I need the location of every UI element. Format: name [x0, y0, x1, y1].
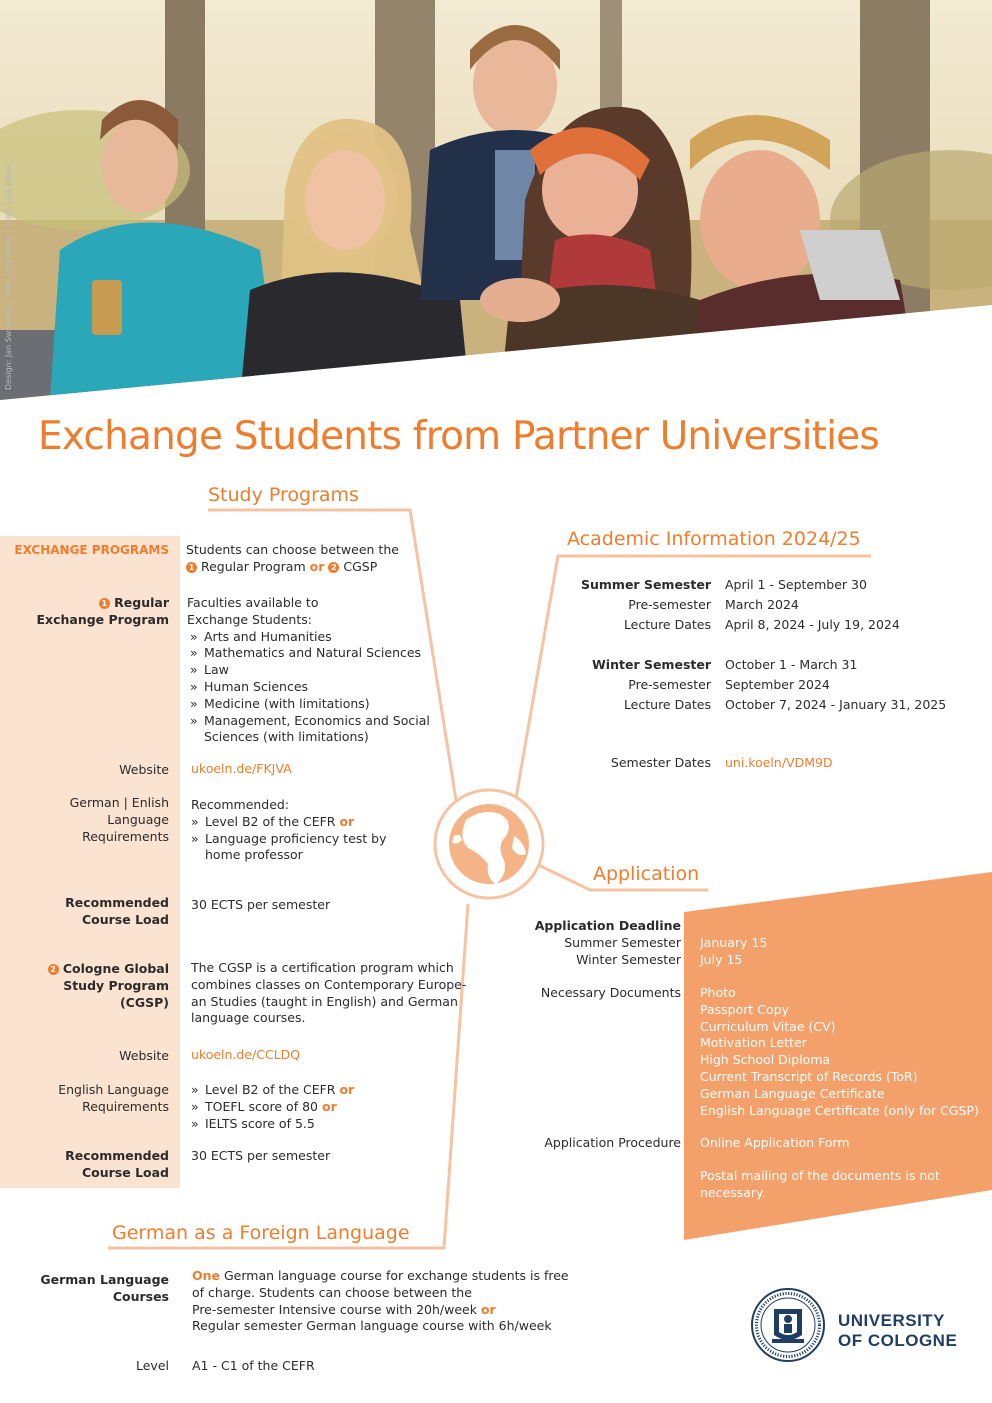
regular-load-label — [65, 895, 169, 929]
list-item: » Management, Economics and Social — [190, 713, 430, 730]
one-word: One — [192, 1268, 221, 1283]
courses-line2: of charge. Students can choose between the — [192, 1284, 472, 1300]
regular-language-reqs — [191, 797, 387, 864]
req-text: Level B2 of the CEFR — [205, 813, 336, 829]
list-item: » Arts and Humanities — [190, 629, 430, 646]
cgsp-language-label — [58, 1082, 169, 1116]
list-item: » Language proficiency test by — [191, 831, 387, 848]
list-item: » Medicine (with limitations) — [190, 696, 430, 713]
courses-line1: German language course for exchange students is free — [224, 1268, 569, 1283]
level-label: Level — [136, 1358, 169, 1373]
academic-values-summer — [725, 575, 900, 635]
desc-line: The CGSP is a certification program which — [191, 960, 454, 975]
pre-semester-value: September 2024 — [725, 677, 830, 692]
winter-deadline-value: July 15 — [700, 951, 743, 967]
application-deadline-values — [700, 935, 767, 969]
academic-labels-winter — [592, 655, 711, 715]
exchange-programs-text — [186, 542, 399, 576]
page-title: Exchange Students from Partner Universities — [38, 414, 879, 459]
cgsp-label-line2: Study Program — [63, 977, 169, 993]
list-item-continuation: home professor — [205, 847, 303, 863]
load-label-line2: Course Load — [81, 911, 169, 927]
faculties-list — [190, 629, 430, 730]
number-badge-1: 1 — [186, 562, 197, 573]
load-label-line2: Course Load — [81, 1164, 169, 1180]
winter-semester-label: Winter Semester — [576, 951, 681, 967]
desc-line: an Studies (taught in English) and German — [191, 993, 458, 1009]
list-item: » IELTS score of 5.5 — [191, 1116, 354, 1133]
german-courses-text — [192, 1268, 569, 1335]
regular-label-line2: Exchange Program — [36, 611, 169, 627]
list-item — [191, 814, 387, 831]
lang-label-line3: Requirements — [82, 828, 169, 844]
language-req-list — [191, 814, 387, 848]
academic-labels-summer — [581, 575, 711, 635]
list-item: English Language Certificate (only for CGSP) — [700, 1102, 979, 1118]
cgsp-website-label: Website — [119, 1048, 169, 1063]
desc-line: language courses. — [191, 1010, 306, 1026]
academic-values-winter — [725, 655, 946, 715]
exchange-programs-label: EXCHANGE PROGRAMS — [14, 543, 169, 557]
study-programs-heading: Study Programs — [208, 484, 359, 506]
lang-label-line2: Requirements — [82, 1098, 169, 1114]
lecture-dates-value: April 8, 2024 - July 19, 2024 — [725, 617, 900, 632]
recommended-text: Recommended: — [191, 797, 290, 812]
german-heading: German as a Foreign Language — [112, 1222, 410, 1244]
cgsp-load-value: 30 ECTS per semester — [191, 1148, 331, 1163]
winter-semester-value: October 1 - March 31 — [725, 657, 858, 672]
lang-label-line1: English Language — [58, 1082, 169, 1097]
regular-website-label: Website — [119, 762, 169, 777]
lang-label-line2: Language — [107, 811, 169, 827]
cgsp-label-line1: Cologne Global — [62, 961, 169, 976]
courses-label-line1: German Language — [40, 1272, 169, 1287]
documents-label: Necessary Documents — [540, 985, 681, 1000]
university-name-line1: UNIVERSITY — [838, 1311, 946, 1330]
procedure-label: Application Procedure — [544, 1135, 681, 1150]
regular-label-line1: Regular — [114, 595, 169, 610]
lang-label-line1: German | Enlish — [69, 795, 169, 810]
exchange-programs-line1: Students can choose between the — [186, 542, 399, 557]
pre-semester-label: Pre-semester — [628, 677, 711, 692]
lecture-dates-label: Lecture Dates — [623, 697, 711, 712]
cgsp-load-label — [65, 1148, 169, 1182]
academic-info-heading: Academic Information 2024/25 — [567, 528, 861, 550]
note-line1: Postal mailing of the documents is not — [700, 1168, 940, 1183]
or-word: or — [339, 813, 355, 829]
req-text: TOEFL score of 80 — [205, 1098, 318, 1114]
university-name — [838, 1311, 957, 1351]
regular-language-label — [70, 795, 169, 845]
option-cgsp: CGSP — [343, 558, 378, 574]
list-item: Photo — [700, 985, 736, 1000]
cgsp-language-reqs — [191, 1082, 354, 1132]
application-labels-deadline — [535, 918, 681, 968]
language-req-list — [191, 1082, 354, 1132]
option-regular: Regular Program — [200, 558, 306, 574]
deadline-label: Application Deadline — [534, 918, 681, 933]
cgsp-website-link[interactable]: ukoeln.de/CCLDQ — [191, 1047, 301, 1062]
list-item — [191, 1099, 354, 1116]
faculties-block — [187, 595, 430, 746]
note-line2: necessary. — [700, 1184, 766, 1200]
german-courses-label — [40, 1272, 169, 1306]
list-item: Motivation Letter — [700, 1035, 807, 1051]
summer-semester-label: Summer Semester — [564, 934, 681, 950]
number-badge-1: 1 — [99, 598, 110, 609]
courses-label-line2: Courses — [112, 1288, 169, 1304]
cgsp-label — [48, 961, 169, 1011]
university-name-line2: OF COLOGNE — [838, 1331, 958, 1350]
globe-icon — [435, 790, 543, 898]
cgsp-description — [191, 960, 466, 1027]
list-item: Current Transcript of Records (ToR) — [700, 1068, 918, 1084]
lecture-dates-value: October 7, 2024 - January 31, 2025 — [725, 697, 947, 712]
desc-line: combines classes on Contemporary Europe- — [191, 976, 467, 992]
courses-line3: Pre-semester Intensive course with 20h/week — [192, 1301, 477, 1317]
list-item: Curriculum Vitae (CV) — [700, 1018, 836, 1034]
university-seal — [750, 1287, 826, 1363]
lecture-dates-label: Lecture Dates — [623, 617, 711, 632]
list-item-continuation: Sciences (with limitations) — [204, 729, 369, 745]
summer-semester-value: April 1 - September 30 — [725, 577, 867, 592]
regular-program-label — [36, 595, 169, 629]
documents-list — [700, 985, 979, 1119]
faculties-intro-1: Faculties available to — [187, 595, 319, 610]
photo-credit: Design: Jan Swoboda | Titel: Lisa Beller | Foto: Lisa Beller — [4, 162, 13, 390]
regular-website-link[interactable]: ukoeln.de/FKJVA — [191, 761, 292, 776]
number-badge-2: 2 — [328, 562, 339, 573]
list-item: » Human Sciences — [190, 679, 430, 696]
semester-dates-link[interactable]: uni.koeln/VDM9D — [725, 755, 833, 770]
or-word: or — [321, 1098, 337, 1114]
procedure-value[interactable]: Online Application Form — [700, 1135, 850, 1150]
application-heading: Application — [593, 863, 700, 885]
or-word: or — [480, 1301, 496, 1317]
level-value: A1 - C1 of the CEFR — [192, 1358, 315, 1373]
or-word: or — [309, 558, 325, 574]
list-item: » Mathematics and Natural Sciences — [190, 645, 430, 662]
number-badge-2: 2 — [48, 964, 59, 975]
list-item: » Law — [190, 662, 430, 679]
pre-semester-value: March 2024 — [725, 597, 799, 612]
or-word: or — [339, 1082, 355, 1097]
req-text: Level B2 of the CEFR — [205, 1082, 336, 1097]
summer-semester-label: Summer Semester — [581, 577, 711, 592]
cgsp-label-line3: (CGSP) — [119, 994, 169, 1010]
pre-semester-label: Pre-semester — [628, 597, 711, 612]
list-item — [191, 1082, 354, 1099]
winter-semester-label: Winter Semester — [592, 657, 711, 672]
summer-deadline-value: January 15 — [700, 935, 768, 950]
load-label-line1: Recommended — [65, 1148, 169, 1163]
faculties-intro-2: Exchange Students: — [187, 611, 312, 627]
list-item: High School Diploma — [700, 1052, 831, 1068]
semester-dates-label: Semester Dates — [610, 755, 711, 770]
courses-line4: Regular semester German language course with 6h/week — [192, 1318, 552, 1334]
list-item: Passport Copy — [700, 1001, 789, 1017]
load-label-line1: Recommended — [65, 895, 169, 910]
regular-load-value: 30 ECTS per semester — [191, 897, 331, 912]
postal-note — [700, 1168, 940, 1202]
list-item: German Language Certificate — [700, 1085, 885, 1101]
